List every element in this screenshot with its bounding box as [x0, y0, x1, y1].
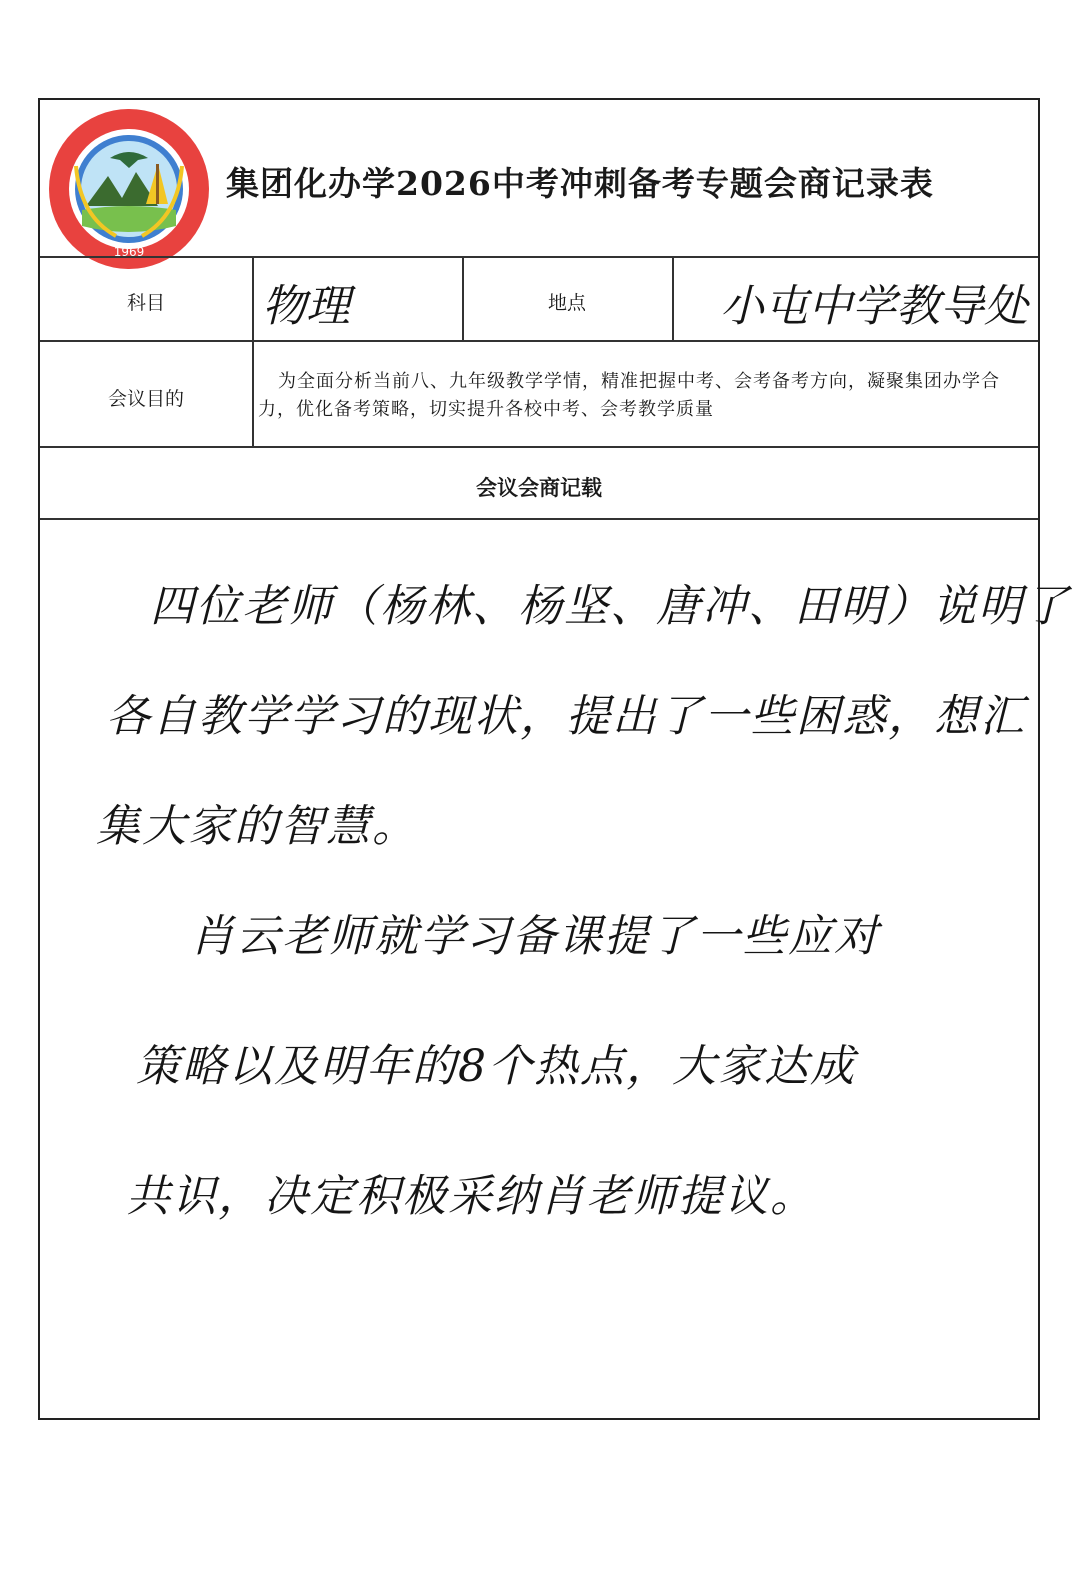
column-divider: [252, 256, 254, 446]
row-divider: [40, 256, 1038, 258]
subject-value-handwritten: 物理: [262, 281, 350, 332]
record-line: 共识，决定积极采纳肖老师提议。: [126, 1171, 816, 1222]
location-value-handwritten: 小屯中学教导处: [720, 281, 1028, 332]
record-line: 四位老师（杨林、杨坚、唐冲、田明）说明了: [150, 581, 1070, 632]
purpose-text: 为全面分析当前八、九年级教学学情，精准把握中考、会考备考方向，凝聚集团办学合力，优化备考策略，切实提升各校中考、会考教学质量: [258, 371, 1000, 420]
column-divider: [672, 256, 674, 340]
row-divider: [40, 518, 1038, 520]
purpose-label: 会议目的: [107, 388, 184, 410]
seal-year: 1969: [113, 245, 145, 259]
row-divider: [40, 446, 1038, 448]
row-divider: [40, 340, 1038, 342]
record-line: 策略以及明年的8个热点，大家达成: [136, 1041, 856, 1092]
record-form-table: [38, 98, 1070, 1420]
record-line: 各自教学学习的现状，提出了一些困惑，想汇: [106, 691, 1026, 742]
records-heading: 会议会商记载: [476, 476, 602, 500]
subject-label: 科目: [126, 292, 165, 314]
school-seal-logo: [46, 106, 212, 272]
location-label: 地点: [547, 292, 586, 314]
record-line: 集大家的智慧。: [96, 801, 418, 852]
form-title: 集团化办学2026中考冲刺备考专题会商记录表: [226, 164, 934, 203]
record-line: 肖云老师就学习备课提了一些应对: [190, 911, 880, 962]
